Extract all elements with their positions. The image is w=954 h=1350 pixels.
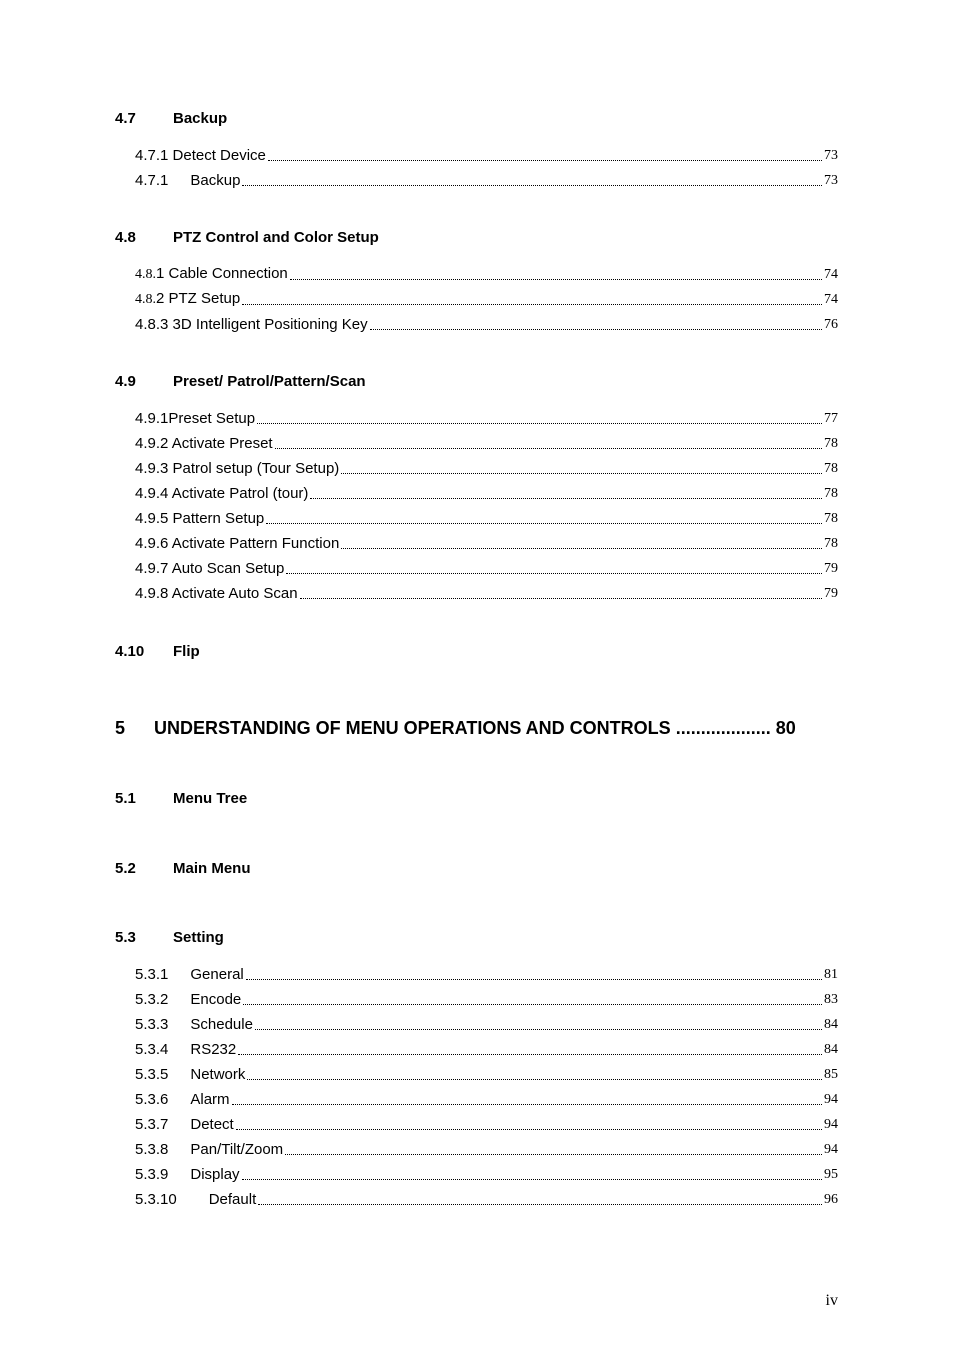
dot-leader [268,160,822,161]
toc-entry[interactable] [135,989,838,1009]
toc-entry-label: Encode [190,991,242,1008]
toc-entry-number: 5.3.4 [135,1041,169,1058]
toc-entry-label: 4.8.3 3D Intelligent Positioning Key [135,316,368,333]
section-number: 4.7 [115,110,136,127]
toc-entry-page: 94 [824,1142,838,1157]
toc-entry-label: Alarm [190,1091,230,1108]
toc-entry[interactable] [135,314,838,334]
toc-entry-label: Network [190,1066,246,1083]
toc-entry-page: 78 [824,511,838,526]
section-heading-4-8[interactable] [115,229,515,247]
dot-leader [242,185,822,186]
section-number: 4.10 [115,643,145,660]
dot-leader [285,1154,822,1155]
toc-entry-label: 4.9.7 Auto Scan Setup [135,560,285,577]
toc-entry-label: Backup [190,172,241,189]
section-number: 5.3 [115,929,136,946]
toc-entry-page: 77 [824,411,838,426]
toc-entry[interactable] [135,408,838,428]
chapter-leader: ................... [675,718,771,738]
toc-entry[interactable] [135,583,838,603]
toc-entry-page: 96 [824,1192,838,1207]
toc-entry-label: General [190,966,244,983]
toc-entry[interactable] [135,1139,838,1159]
dot-leader [236,1129,822,1130]
section-heading-4-10[interactable] [115,643,515,661]
section-heading-5-2[interactable] [115,860,515,878]
toc-entry[interactable] [135,483,838,503]
toc-entry-page: 83 [824,992,838,1007]
section-heading-4-9[interactable] [115,373,515,391]
toc-entry-label: 1 Cable Connection [156,265,288,282]
toc-entry[interactable] [135,1014,838,1034]
dot-leader [242,1179,822,1180]
toc-entry[interactable] [135,508,838,528]
chapter-number: 5 [115,718,126,738]
dot-leader [275,448,822,449]
toc-entry-label: 4.9.1Preset Setup [135,410,256,427]
toc-entry-label: 4.9.4 Activate Patrol (tour) [135,485,309,502]
chapter-page: 80 [775,718,796,738]
section-heading-5-1[interactable] [115,790,515,808]
dot-leader [242,304,822,305]
toc-entry-page: 76 [824,317,838,332]
toc-entry-page: 84 [824,1042,838,1057]
dot-leader [300,598,822,599]
toc-entry-page: 78 [824,436,838,451]
toc-entry-page: 73 [824,148,838,163]
section-title: Flip [173,643,200,660]
toc-entry-number: 5.3.5 [135,1066,169,1083]
dot-leader [266,523,822,524]
toc-entry[interactable] [135,1089,838,1109]
dot-leader [370,329,822,330]
chapter-heading-5[interactable] [115,718,838,742]
toc-entry[interactable] [135,433,838,453]
toc-entry-page: 79 [824,561,838,576]
toc-entry-page: 78 [824,536,838,551]
toc-entry[interactable] [135,264,838,284]
toc-entry-prefix: 4.8. [135,267,156,282]
toc-entry-number: 5.3.3 [135,1016,169,1033]
dot-leader [257,423,822,424]
dot-leader [310,498,822,499]
toc-entry-number: 5.3.6 [135,1091,169,1108]
section-number: 4.9 [115,373,136,390]
dot-leader [238,1054,822,1055]
dot-leader [255,1029,822,1030]
section-title: Setting [173,929,224,946]
toc-entry-page: 73 [824,173,838,188]
section-title: Menu Tree [173,790,248,807]
toc-entry-page: 74 [824,292,838,307]
toc-entry-page: 84 [824,1017,838,1032]
toc-entry-number: 5.3.9 [135,1166,169,1183]
toc-entry-label: 4.9.8 Activate Auto Scan [135,585,298,602]
section-number: 5.1 [115,790,136,807]
toc-entry[interactable] [135,1064,838,1084]
toc-entry-page: 94 [824,1092,838,1107]
section-title: Backup [173,110,228,127]
toc-entry-label: Pan/Tilt/Zoom [190,1141,284,1158]
dot-leader [341,548,822,549]
toc-entry-label: 4.7.1 Detect Device [135,147,266,164]
toc-entry[interactable] [135,1164,838,1184]
toc-entry-label: Schedule [190,1016,253,1033]
dot-leader [232,1104,822,1105]
toc-entry-label: 4.9.2 Activate Preset [135,435,273,452]
dot-leader [246,979,822,980]
toc-entry-label: Default [208,1191,257,1208]
toc-entry[interactable] [135,145,838,165]
section-title: PTZ Control and Color Setup [173,229,379,246]
dot-leader [243,1004,822,1005]
toc-entry-page: 94 [824,1117,838,1132]
toc-entry[interactable] [135,289,838,309]
dot-leader [247,1079,822,1080]
toc-entry-number: 5.3.7 [135,1116,169,1133]
toc-entry-number: 5.3.10 [135,1191,177,1208]
toc-entry[interactable] [135,1114,838,1134]
page-number: iv [825,1292,838,1309]
toc-entry-number: 5.3.1 [135,966,169,983]
toc-entry-number: 4.7.1 [135,172,169,189]
dot-leader [290,279,822,280]
toc-entry-page: 78 [824,486,838,501]
toc-entry-page: 74 [824,267,838,282]
section-heading-5-3[interactable] [115,929,515,947]
toc-entry[interactable] [135,1189,838,1209]
toc-entry-page: 85 [824,1067,838,1082]
toc-entry-label: 2 PTZ Setup [156,290,241,307]
section-number: 5.2 [115,860,136,877]
toc-entry[interactable] [135,558,838,578]
toc-entry-page: 95 [824,1167,838,1182]
toc-entry-prefix: 4.8. [135,292,156,307]
toc-entry[interactable] [135,533,838,553]
section-title: Preset/ Patrol/Pattern/Scan [173,373,366,390]
section-heading-4-7[interactable] [115,110,515,128]
toc-entry-page: 81 [824,967,838,982]
dot-leader [341,473,822,474]
toc-entry-label: Detect [190,1116,234,1133]
toc-entry-page: 78 [824,461,838,476]
toc-entry-number: 5.3.2 [135,991,169,1008]
toc-entry-number: 5.3.8 [135,1141,169,1158]
toc-entry[interactable] [135,1039,838,1059]
toc-entry-label: 4.9.3 Patrol setup (Tour Setup) [135,460,340,477]
toc-entry-label: 4.9.6 Activate Pattern Function [135,535,340,552]
chapter-title: UNDERSTANDING OF MENU OPERATIONS AND CONTROLS [154,718,671,738]
dot-leader [286,573,822,574]
toc-entry-page: 79 [824,586,838,601]
toc-entry[interactable] [135,170,838,190]
toc-entry-label: Display [190,1166,240,1183]
toc-entry-label: 4.9.5 Pattern Setup [135,510,265,527]
toc-entry[interactable] [135,458,838,478]
section-number: 4.8 [115,229,136,246]
dot-leader [258,1204,822,1205]
toc-entry-label: RS232 [190,1041,237,1058]
section-title: Main Menu [173,860,251,877]
toc-entry[interactable] [135,964,838,984]
